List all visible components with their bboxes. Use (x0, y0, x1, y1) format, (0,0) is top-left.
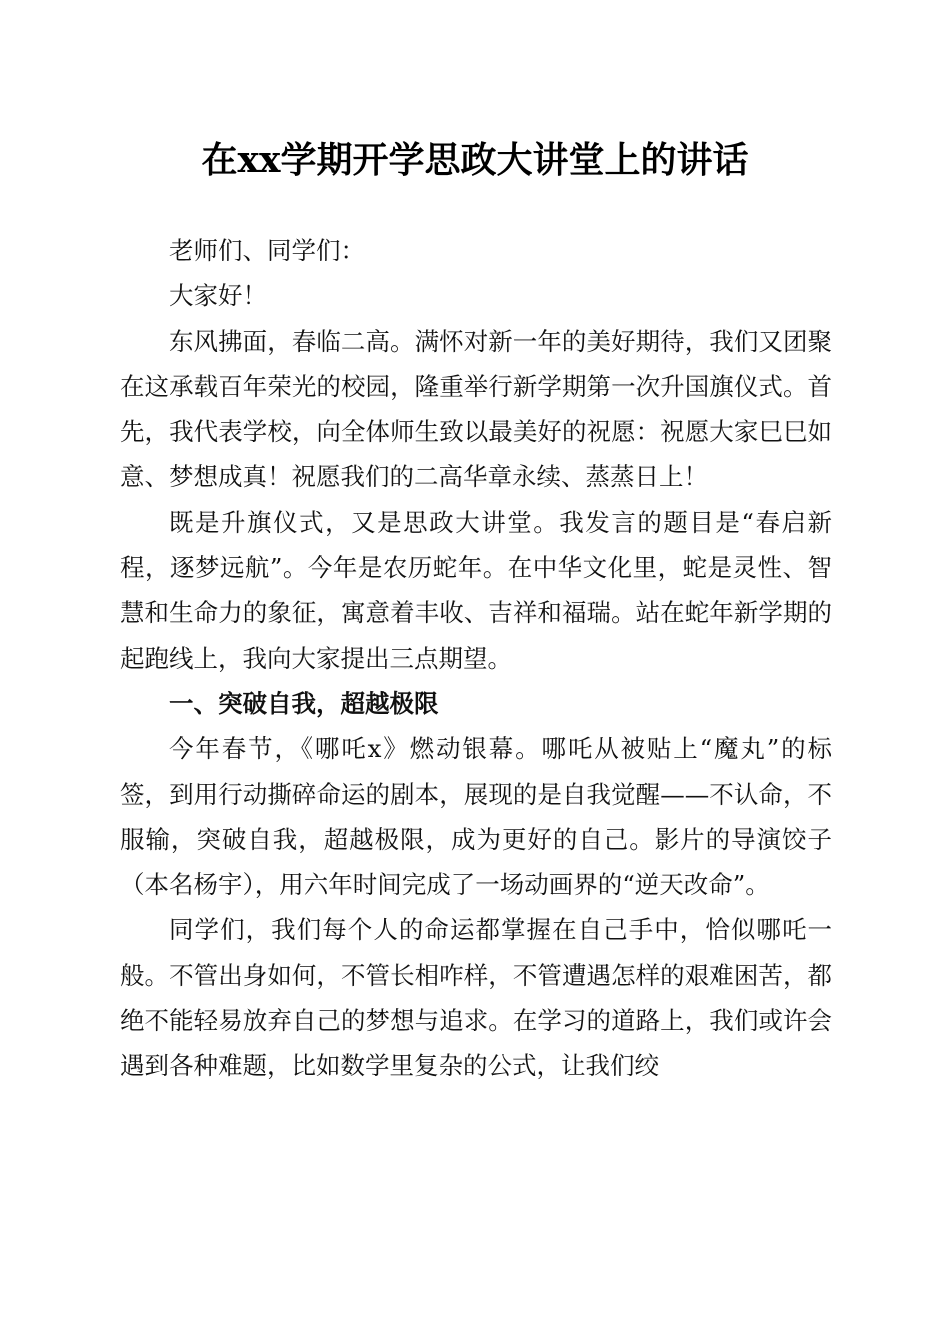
paragraph-topic: 既是升旗仪式，又是思政大讲堂。我发言的题目是“春启新程，逐梦远航”。今年是农历蛇年。在中华文化里，蛇是灵性、智慧和生命力的象征，寓意着丰收、吉祥和福瑞。站在蛇年新学期的起跑线上，我向大家提出三点期望。 (120, 507, 832, 673)
page-title: 在xx学期开学思政大讲堂上的讲话 (201, 139, 749, 181)
salutation: 老师们、同学们： (169, 236, 365, 265)
paragraph-students: 同学们，我们每个人的命运都掌握在自己手中，恰似哪吒一般。不管出身如何，不管长相咋样，不管遭遇怎样的艰难困苦，都绝不能轻易放弃自己的梦想与追求。在学习的道路上，我们或许会遇到各种难题，比如数学里复杂的公式，让我们绞 (120, 915, 832, 1081)
greeting: 大家好！ (169, 281, 267, 311)
paragraph-opening: 东风拂面，春临二高。满怀对新一年的美好期待，我们又团聚在这承载百年荣光的校园，隆重举行新学期第一次升国旗仪式。首先，我代表学校，向全体师生致以最美好的祝愿：祝愿大家巳巳如意、梦想成真！祝愿我们的二高华章永续、蒸蒸日上！ (120, 326, 832, 492)
paragraph-nezha: 今年春节，《哪吒x》燃动银幕。哪吒从被贴上“魔丸”的标签，到用行动撕碎命运的剧本，展现的是自我觉醒——不认命，不服输，突破自我，超越极限，成为更好的自己。影片的导演饺子（本名杨宇），用六年时间完成了一场动画界的“逆天改命”。 (120, 734, 832, 900)
document-body (120, 228, 832, 1089)
section-heading: 一、突破自我，超越极限 (169, 688, 439, 718)
